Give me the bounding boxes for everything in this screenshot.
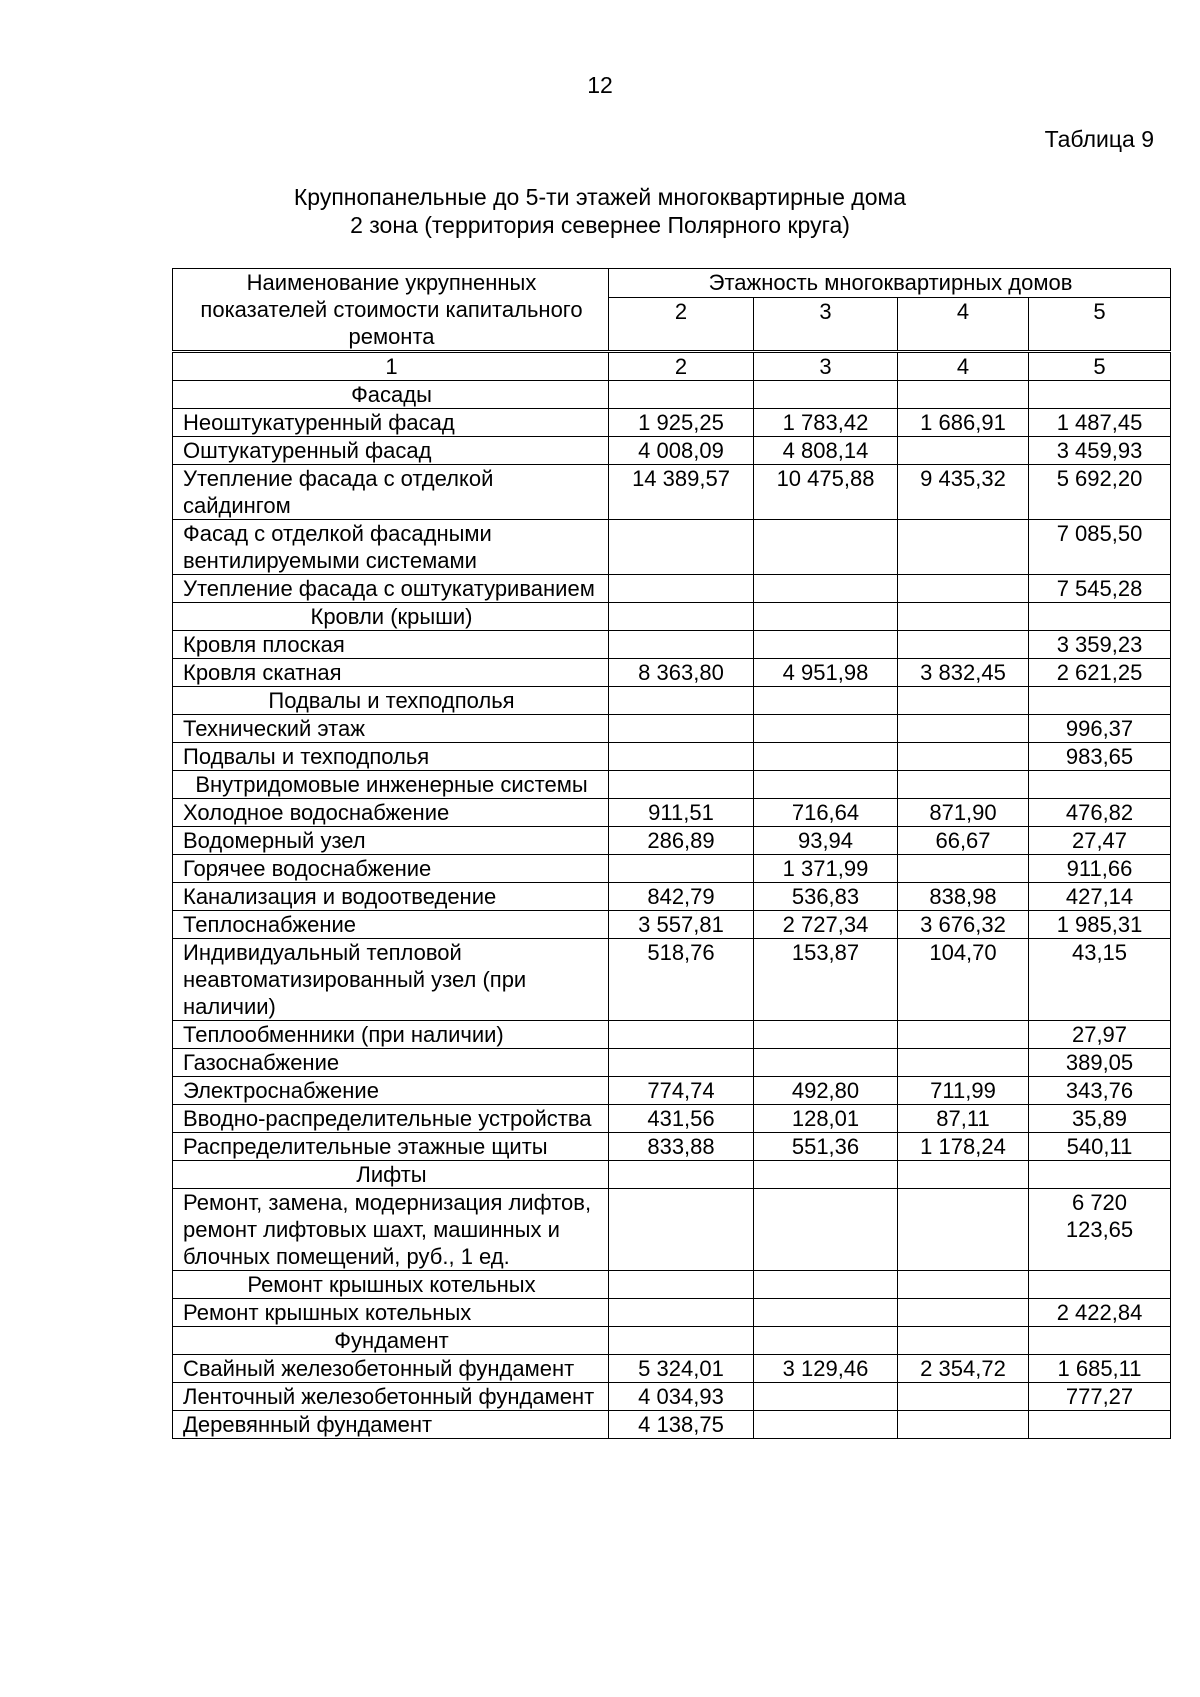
value-floor-4 (898, 520, 1029, 575)
section-row (173, 1271, 1171, 1299)
empty-cell (609, 771, 754, 799)
value-floor-2: 833,88 (609, 1133, 754, 1161)
empty-cell (1029, 1161, 1171, 1189)
section-title: Подвалы и техподполья (173, 687, 609, 715)
item-name: Холодное водоснабжение (173, 799, 609, 827)
item-name: Канализация и водоотведение (173, 883, 609, 911)
item-name: Газоснабжение (173, 1049, 609, 1077)
item-name: Теплообменники (при наличии) (173, 1021, 609, 1049)
value-floor-5: 6 720 123,65 (1029, 1189, 1171, 1271)
header-name-column: Наименование укрупненных показателей стоимости капитального ремонта (173, 269, 609, 352)
section-row (173, 603, 1171, 631)
value-floor-4 (898, 743, 1029, 771)
empty-cell (609, 1271, 754, 1299)
value-floor-2: 8 363,80 (609, 659, 754, 687)
empty-cell (1029, 603, 1171, 631)
value-floor-2 (609, 855, 754, 883)
value-floor-3: 153,87 (754, 939, 898, 1021)
section-row (173, 687, 1171, 715)
table-row (173, 911, 1171, 939)
section-title: Кровли (крыши) (173, 603, 609, 631)
value-floor-2: 5 324,01 (609, 1355, 754, 1383)
item-name: Неоштукатуренный фасад (173, 409, 609, 437)
value-floor-3: 10 475,88 (754, 465, 898, 520)
value-floor-3: 551,36 (754, 1133, 898, 1161)
value-floor-4 (898, 437, 1029, 465)
value-floor-4 (898, 1021, 1029, 1049)
value-floor-5: 7 545,28 (1029, 575, 1171, 603)
section-row (173, 1327, 1171, 1355)
value-floor-3 (754, 1049, 898, 1077)
value-floor-3: 128,01 (754, 1105, 898, 1133)
column-number-2: 2 (609, 352, 754, 381)
table-row (173, 520, 1171, 575)
value-floor-2: 14 389,57 (609, 465, 754, 520)
column-number-3: 3 (754, 352, 898, 381)
table-row (173, 1355, 1171, 1383)
empty-cell (754, 771, 898, 799)
table-row (173, 1133, 1171, 1161)
value-floor-5: 476,82 (1029, 799, 1171, 827)
table-row (173, 883, 1171, 911)
value-floor-2 (609, 520, 754, 575)
table-title (0, 183, 1200, 239)
table-row (173, 465, 1171, 520)
value-floor-2 (609, 1189, 754, 1271)
value-floor-3: 492,80 (754, 1077, 898, 1105)
empty-cell (898, 1271, 1029, 1299)
table-row (173, 575, 1171, 603)
value-floor-4: 3 832,45 (898, 659, 1029, 687)
table-row (173, 855, 1171, 883)
value-floor-3 (754, 1383, 898, 1411)
table-row (173, 827, 1171, 855)
table-row (173, 1383, 1171, 1411)
value-floor-5: 1 685,11 (1029, 1355, 1171, 1383)
item-name: Кровля скатная (173, 659, 609, 687)
item-name: Оштукатуренный фасад (173, 437, 609, 465)
item-name: Теплоснабжение (173, 911, 609, 939)
item-name: Индивидуальный тепловой неавтоматизированный узел (при наличии) (173, 939, 609, 1021)
value-floor-5: 27,47 (1029, 827, 1171, 855)
value-floor-2: 911,51 (609, 799, 754, 827)
value-floor-3 (754, 743, 898, 771)
value-floor-2 (609, 715, 754, 743)
empty-cell (1029, 771, 1171, 799)
table-row (173, 743, 1171, 771)
header-floor-4: 4 (898, 298, 1029, 352)
value-floor-3: 4 951,98 (754, 659, 898, 687)
value-floor-2 (609, 631, 754, 659)
table-row (173, 1299, 1171, 1327)
value-floor-2 (609, 1299, 754, 1327)
value-floor-4: 1 178,24 (898, 1133, 1029, 1161)
value-floor-2 (609, 743, 754, 771)
item-name: Утепление фасада с оштукатуриванием (173, 575, 609, 603)
section-title: Фасады (173, 381, 609, 409)
table-label: Таблица 9 (1044, 126, 1154, 152)
value-floor-4 (898, 1189, 1029, 1271)
item-name: Вводно-распределительные устройства (173, 1105, 609, 1133)
item-name: Кровля плоская (173, 631, 609, 659)
value-floor-4 (898, 855, 1029, 883)
item-name: Утепление фасада с отделкой сайдингом (173, 465, 609, 520)
value-floor-3 (754, 1021, 898, 1049)
value-floor-3 (754, 520, 898, 575)
value-floor-5: 2 422,84 (1029, 1299, 1171, 1327)
value-floor-5: 5 692,20 (1029, 465, 1171, 520)
table-row (173, 1105, 1171, 1133)
empty-cell (1029, 381, 1171, 409)
header-floor-5: 5 (1029, 298, 1171, 352)
value-floor-2: 1 925,25 (609, 409, 754, 437)
table-row (173, 1049, 1171, 1077)
empty-cell (754, 603, 898, 631)
item-name: Электроснабжение (173, 1077, 609, 1105)
value-floor-2 (609, 1049, 754, 1077)
value-floor-4: 9 435,32 (898, 465, 1029, 520)
value-floor-2: 3 557,81 (609, 911, 754, 939)
table-row (173, 409, 1171, 437)
section-title: Ремонт крышных котельных (173, 1271, 609, 1299)
column-number-4: 4 (898, 352, 1029, 381)
empty-cell (609, 603, 754, 631)
value-floor-4: 87,11 (898, 1105, 1029, 1133)
cost-table (172, 268, 1171, 1439)
value-floor-5: 1 487,45 (1029, 409, 1171, 437)
item-name: Ремонт крышных котельных (173, 1299, 609, 1327)
value-floor-4: 3 676,32 (898, 911, 1029, 939)
title-line-1: Крупнопанельные до 5-ти этажей многоквартирные дома (293, 184, 907, 210)
value-floor-5: 540,11 (1029, 1133, 1171, 1161)
header-floor-2: 2 (609, 298, 754, 352)
value-floor-3: 3 129,46 (754, 1355, 898, 1383)
value-floor-4: 871,90 (898, 799, 1029, 827)
item-name: Ленточный железобетонный фундамент (173, 1383, 609, 1411)
section-title: Внутридомовые инженерные системы (173, 771, 609, 799)
value-floor-3 (754, 575, 898, 603)
table-row (173, 659, 1171, 687)
item-name: Подвалы и техподполья (173, 743, 609, 771)
section-row (173, 381, 1171, 409)
empty-cell (898, 603, 1029, 631)
value-floor-4 (898, 1383, 1029, 1411)
value-floor-2: 842,79 (609, 883, 754, 911)
value-floor-2: 518,76 (609, 939, 754, 1021)
table-row (173, 631, 1171, 659)
value-floor-5: 983,65 (1029, 743, 1171, 771)
header-floor-3: 3 (754, 298, 898, 352)
value-floor-4: 711,99 (898, 1077, 1029, 1105)
value-floor-5: 427,14 (1029, 883, 1171, 911)
item-name: Фасад с отделкой фасадными вентилируемыми системами (173, 520, 609, 575)
section-row (173, 771, 1171, 799)
value-floor-3 (754, 1299, 898, 1327)
value-floor-2 (609, 1021, 754, 1049)
value-floor-4: 838,98 (898, 883, 1029, 911)
item-name: Распределительные этажные щиты (173, 1133, 609, 1161)
value-floor-4 (898, 715, 1029, 743)
table-row (173, 715, 1171, 743)
table-row (173, 799, 1171, 827)
item-name: Технический этаж (173, 715, 609, 743)
item-name: Горячее водоснабжение (173, 855, 609, 883)
value-floor-4 (898, 631, 1029, 659)
value-floor-3 (754, 715, 898, 743)
empty-cell (754, 381, 898, 409)
empty-cell (898, 687, 1029, 715)
table-header (173, 269, 1171, 381)
value-floor-2: 4 138,75 (609, 1411, 754, 1439)
value-floor-5: 43,15 (1029, 939, 1171, 1021)
table-row (173, 1189, 1171, 1271)
value-floor-5: 389,05 (1029, 1049, 1171, 1077)
value-floor-2: 774,74 (609, 1077, 754, 1105)
value-floor-3: 93,94 (754, 827, 898, 855)
table-row (173, 1411, 1171, 1439)
title-line-2: 2 зона (территория севернее Полярного круга) (350, 212, 850, 238)
value-floor-2: 286,89 (609, 827, 754, 855)
value-floor-2: 4 034,93 (609, 1383, 754, 1411)
page-number: 12 (587, 72, 613, 98)
empty-cell (609, 1161, 754, 1189)
value-floor-3: 1 371,99 (754, 855, 898, 883)
empty-cell (1029, 687, 1171, 715)
value-floor-3: 716,64 (754, 799, 898, 827)
value-floor-5: 1 985,31 (1029, 911, 1171, 939)
table-body (173, 381, 1171, 1439)
empty-cell (898, 1327, 1029, 1355)
table-row (173, 437, 1171, 465)
value-floor-3 (754, 1411, 898, 1439)
empty-cell (898, 771, 1029, 799)
value-floor-5: 3 459,93 (1029, 437, 1171, 465)
empty-cell (754, 1161, 898, 1189)
value-floor-3: 2 727,34 (754, 911, 898, 939)
column-number-1: 1 (173, 352, 609, 381)
empty-cell (754, 687, 898, 715)
value-floor-4: 66,67 (898, 827, 1029, 855)
value-floor-4 (898, 575, 1029, 603)
value-floor-3: 536,83 (754, 883, 898, 911)
value-floor-5: 27,97 (1029, 1021, 1171, 1049)
value-floor-5: 996,37 (1029, 715, 1171, 743)
item-name: Деревянный фундамент (173, 1411, 609, 1439)
empty-cell (898, 1161, 1029, 1189)
value-floor-4: 104,70 (898, 939, 1029, 1021)
value-floor-5 (1029, 1411, 1171, 1439)
value-floor-5: 343,76 (1029, 1077, 1171, 1105)
column-number-5: 5 (1029, 352, 1171, 381)
header-group: Этажность многоквартирных домов (609, 269, 1171, 298)
value-floor-5: 2 621,25 (1029, 659, 1171, 687)
item-name: Свайный железобетонный фундамент (173, 1355, 609, 1383)
value-floor-5: 7 085,50 (1029, 520, 1171, 575)
table-row (173, 939, 1171, 1021)
section-row (173, 1161, 1171, 1189)
value-floor-5: 3 359,23 (1029, 631, 1171, 659)
value-floor-3 (754, 1189, 898, 1271)
value-floor-2 (609, 575, 754, 603)
value-floor-2: 431,56 (609, 1105, 754, 1133)
value-floor-4: 2 354,72 (898, 1355, 1029, 1383)
empty-cell (1029, 1271, 1171, 1299)
value-floor-5: 777,27 (1029, 1383, 1171, 1411)
value-floor-3: 4 808,14 (754, 437, 898, 465)
value-floor-4 (898, 1049, 1029, 1077)
empty-cell (609, 381, 754, 409)
empty-cell (754, 1271, 898, 1299)
empty-cell (754, 1327, 898, 1355)
value-floor-4 (898, 1411, 1029, 1439)
value-floor-2: 4 008,09 (609, 437, 754, 465)
empty-cell (898, 381, 1029, 409)
empty-cell (1029, 1327, 1171, 1355)
table-row (173, 1021, 1171, 1049)
value-floor-4: 1 686,91 (898, 409, 1029, 437)
empty-cell (609, 687, 754, 715)
value-floor-5: 911,66 (1029, 855, 1171, 883)
item-name: Ремонт, замена, модернизация лифтов, ремонт лифтовых шахт, машинных и блочных помещений, руб., 1 ед. (173, 1189, 609, 1271)
empty-cell (609, 1327, 754, 1355)
table-row (173, 1077, 1171, 1105)
section-title: Фундамент (173, 1327, 609, 1355)
item-name: Водомерный узел (173, 827, 609, 855)
value-floor-3 (754, 631, 898, 659)
value-floor-4 (898, 1299, 1029, 1327)
value-floor-5: 35,89 (1029, 1105, 1171, 1133)
value-floor-3: 1 783,42 (754, 409, 898, 437)
section-title: Лифты (173, 1161, 609, 1189)
